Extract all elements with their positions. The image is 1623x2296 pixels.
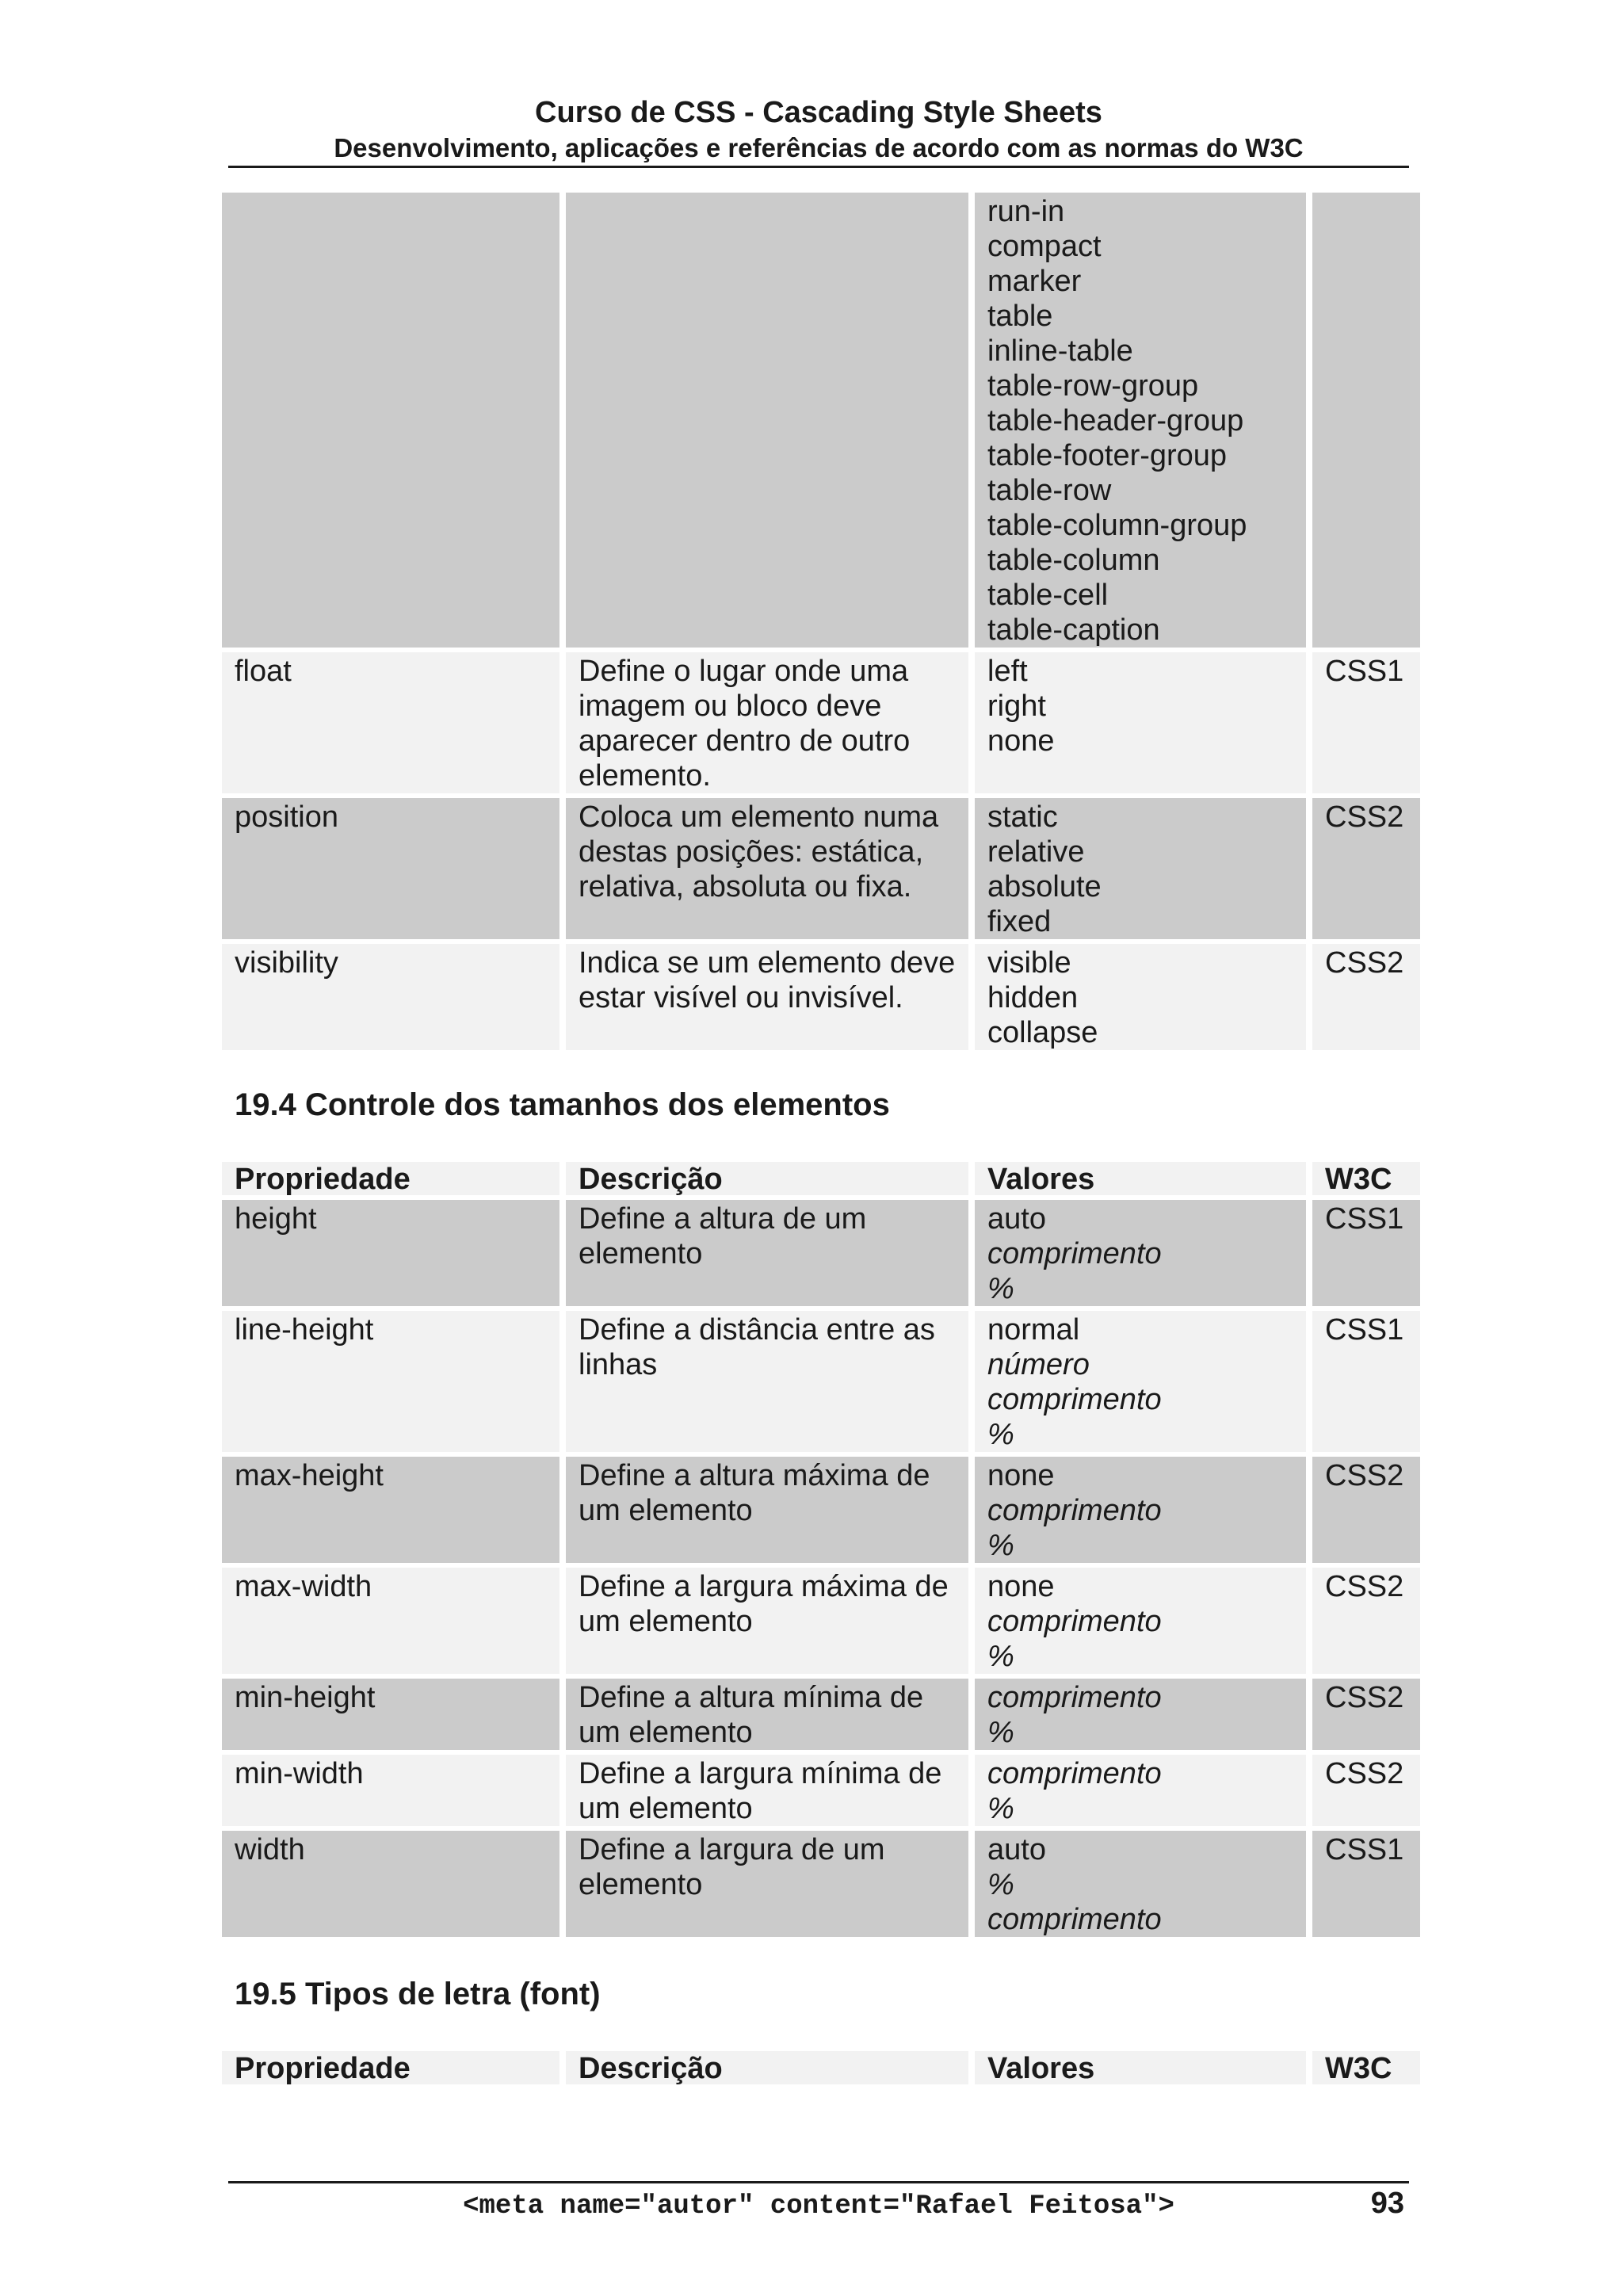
value-item: static (987, 800, 1058, 834)
cell-description: Indica se um elemento deve estar visível ou invisível. (566, 944, 968, 1050)
table-row (222, 652, 1420, 793)
cell-w3c: CSS2 (1312, 944, 1420, 1050)
value-item: table-row-group (987, 369, 1199, 403)
value-item: table (987, 300, 1053, 333)
cell-description: Define a altura de um elemento (566, 1200, 968, 1306)
table-row (222, 798, 1420, 939)
cell-description: Define a distância entre as linhas (566, 1311, 968, 1452)
header-cell-description: Descrição (566, 1162, 968, 1195)
cell-values (975, 798, 1306, 939)
cell-property: height (222, 1200, 559, 1306)
value-item: table-column-group (987, 509, 1247, 542)
cell-description: Define a altura mínima de um elemento (566, 1679, 968, 1750)
value-item: % (987, 1272, 1014, 1305)
value-item: table-footer-group (987, 439, 1228, 472)
cell-description: Define a largura de um elemento (566, 1831, 968, 1937)
header-cell-values: Valores (975, 2051, 1306, 2084)
cell-values (975, 1755, 1306, 1826)
value-item: none (987, 1459, 1055, 1492)
cell-property: min-height (222, 1679, 559, 1750)
cell-w3c: CSS2 (1312, 1679, 1420, 1750)
value-item: % (987, 1868, 1014, 1901)
value-item: normal (987, 1313, 1080, 1347)
table-row (222, 193, 1420, 648)
cell-property: position (222, 798, 559, 939)
value-item: % (987, 1529, 1014, 1562)
value-item: fixed (987, 905, 1052, 938)
value-item: auto (987, 1833, 1046, 1866)
value-item: none (987, 724, 1055, 758)
cell-values (975, 1311, 1306, 1452)
cell-property: max-width (222, 1568, 559, 1674)
value-item: collapse (987, 1016, 1098, 1049)
cell-description (566, 193, 968, 648)
value-item: % (987, 1716, 1014, 1749)
cell-property: float (222, 652, 559, 793)
cell-description: Define a altura máxima de um elemento (566, 1457, 968, 1563)
cell-w3c: CSS2 (1312, 1568, 1420, 1674)
cell-w3c: CSS2 (1312, 1457, 1420, 1563)
cell-values (975, 1679, 1306, 1750)
table-row (222, 1679, 1420, 1750)
value-item: % (987, 1792, 1014, 1825)
cell-w3c: CSS2 (1312, 798, 1420, 939)
cell-property (222, 193, 559, 648)
table-row (222, 1831, 1420, 1937)
header-cell-values: Valores (975, 1162, 1306, 1195)
cell-description: Define o lugar onde uma imagem ou bloco deve aparecer dentro de outro elemento. (566, 652, 968, 793)
font-properties-table (216, 2046, 1426, 2089)
value-item: número (987, 1348, 1090, 1381)
cell-property: width (222, 1831, 559, 1937)
value-item: left (987, 655, 1028, 688)
table-row (222, 1311, 1420, 1452)
value-item: comprimento (987, 1237, 1162, 1270)
value-item: inline-table (987, 334, 1133, 368)
document-title: Curso de CSS - Cascading Style Sheets (535, 96, 1102, 129)
value-item: table-caption (987, 613, 1160, 647)
table-row (222, 1568, 1420, 1674)
cell-property: min-width (222, 1755, 559, 1826)
continued-properties-table (216, 188, 1426, 1055)
cell-w3c: CSS1 (1312, 1831, 1420, 1937)
header-cell-description: Descrição (566, 2051, 968, 2084)
value-item: % (987, 1640, 1014, 1673)
cell-w3c (1312, 193, 1420, 648)
cell-values (975, 652, 1306, 793)
value-item: hidden (987, 981, 1079, 1014)
page-header (228, 94, 1409, 165)
size-properties-table (216, 1157, 1426, 1942)
table-header-row (222, 1162, 1420, 1195)
cell-values (975, 1457, 1306, 1563)
cell-w3c: CSS2 (1312, 1755, 1420, 1826)
value-item: comprimento (987, 1383, 1162, 1416)
value-item: none (987, 1570, 1055, 1603)
document-subtitle: Desenvolvimento, aplicações e referências de acordo com as normas do W3C (334, 133, 1304, 162)
value-item: comprimento (987, 1681, 1162, 1714)
value-item: compact (987, 230, 1102, 263)
table-row (222, 944, 1420, 1050)
cell-values (975, 944, 1306, 1050)
value-item: visible (987, 946, 1071, 980)
header-cell-property: Propriedade (222, 2051, 559, 2084)
section-heading-sizes: 19.4 Controle dos tamanhos dos elementos (235, 1087, 890, 1122)
header-cell-w3c: W3C (1312, 1162, 1420, 1195)
value-item: relative (987, 835, 1085, 869)
cell-property: line-height (222, 1311, 559, 1452)
value-item: table-header-group (987, 404, 1244, 437)
section-heading-fonts: 19.5 Tipos de letra (font) (235, 1977, 601, 2011)
cell-property: visibility (222, 944, 559, 1050)
value-item: run-in (987, 195, 1065, 228)
page-number: 93 (1370, 2187, 1404, 2220)
value-item: comprimento (987, 1903, 1162, 1936)
header-divider (228, 166, 1409, 168)
table-row (222, 1755, 1420, 1826)
value-item: right (987, 690, 1046, 723)
value-item: marker (987, 265, 1082, 298)
value-item: table-row (987, 474, 1112, 507)
cell-property: max-height (222, 1457, 559, 1563)
value-item: comprimento (987, 1605, 1162, 1638)
cell-w3c: CSS1 (1312, 652, 1420, 793)
footer-divider (228, 2181, 1409, 2183)
value-item: auto (987, 1202, 1046, 1236)
table-row (222, 1200, 1420, 1306)
value-item: absolute (987, 870, 1102, 904)
cell-values (975, 1568, 1306, 1674)
cell-description: Define a largura mínima de um elemento (566, 1755, 968, 1826)
header-cell-w3c: W3C (1312, 2051, 1420, 2084)
table-row (222, 1457, 1420, 1563)
cell-values (975, 1200, 1306, 1306)
cell-w3c: CSS1 (1312, 1311, 1420, 1452)
cell-values (975, 1831, 1306, 1937)
value-item: table-cell (987, 579, 1109, 612)
cell-description: Coloca um elemento numa destas posições: estática, relativa, absoluta ou fixa. (566, 798, 968, 939)
cell-description: Define a largura máxima de um elemento (566, 1568, 968, 1674)
cell-w3c: CSS1 (1312, 1200, 1420, 1306)
table-header-row (222, 2051, 1420, 2084)
footer-meta-text: <meta name="autor" content="Rafael Feitosa"> (463, 2191, 1174, 2222)
value-item: comprimento (987, 1494, 1162, 1527)
cell-values (975, 193, 1306, 648)
header-cell-property: Propriedade (222, 1162, 559, 1195)
value-item: table-column (987, 544, 1160, 577)
value-item: % (987, 1418, 1014, 1451)
value-item: comprimento (987, 1757, 1162, 1790)
